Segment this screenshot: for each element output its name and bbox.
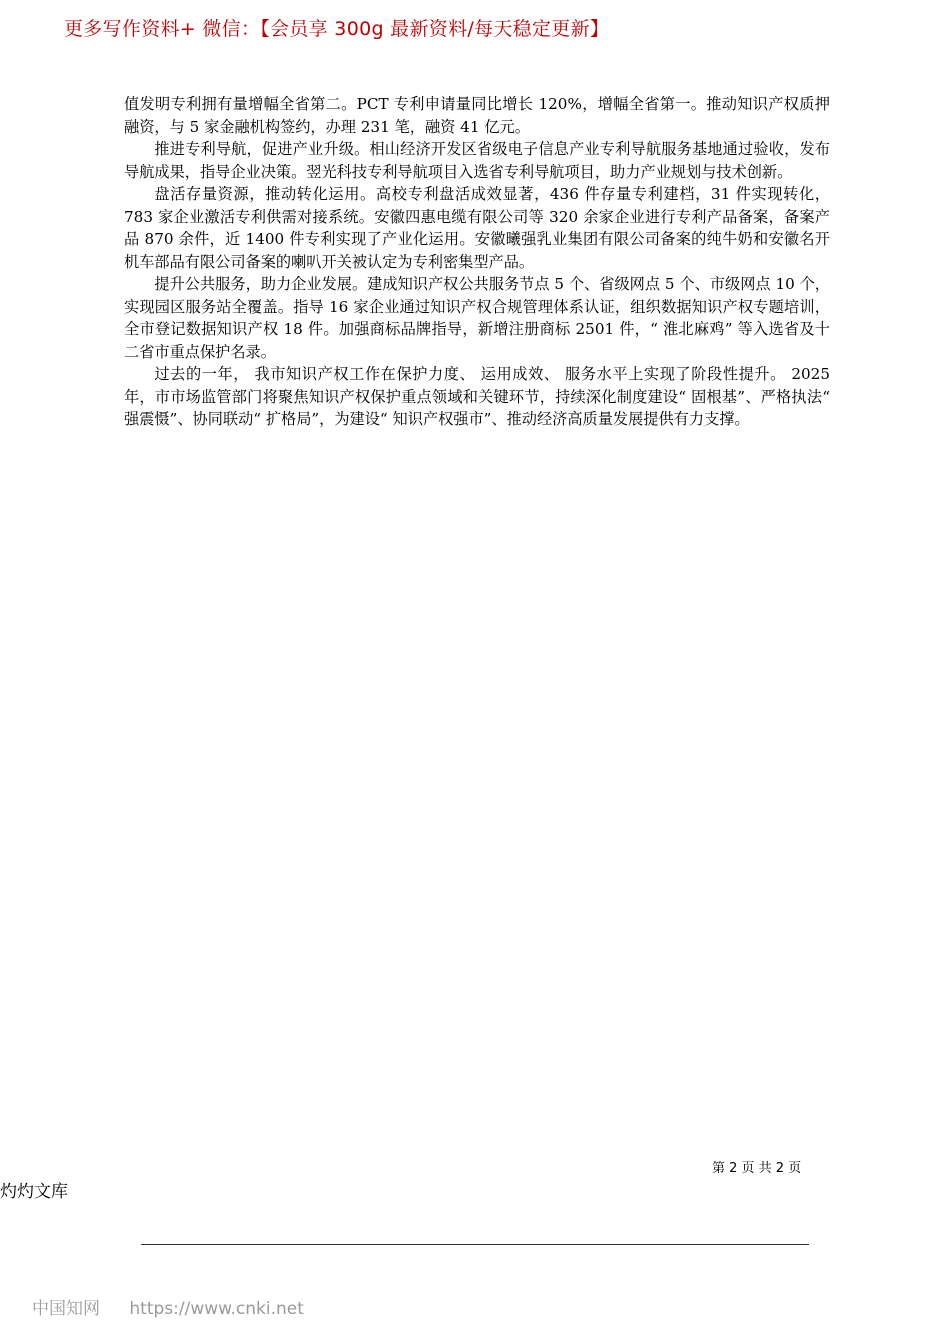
promo-banner: 更多写作资料+ 微信：【会员享 300g 最新资料/每天稳定更新】 — [64, 18, 610, 40]
page-number: 第 2 页 共 2 页 — [712, 1161, 802, 1176]
footer-divider — [141, 1244, 809, 1245]
paragraph-patent-navigation: 推进专利导航，促进产业升级。相山经济开发区省级电子信息产业专利导航服务基地通过验收，发布导航成果，指导企业决策。翌光科技专利导航项目入选省专利导航项目，助力产业规划与技术创新。 — [124, 140, 830, 181]
document-body — [124, 93, 830, 431]
library-name: 灼灼文库 — [0, 1182, 68, 1202]
watermark-url: https://www.cnki.net — [129, 1299, 304, 1319]
paragraph-public-service: 提升公共服务，助力企业发展。建成知识产权公共服务节点 5 个、省级网点 5 个、市级网点 10 个，实现园区服务站全覆盖。指导 16 家企业通过知识产权合规管理体系认证，组织数据知识产权专题培训，全市登记数据知识产权 18 件。加强商标品牌指导，新增注册商标 2501 件，“ 淮北麻鸡” 等入选省及十二省市重点保护名录。 — [124, 275, 830, 361]
paragraph-asset-revitalization: 盘活存量资源，推动转化运用。高校专利盘活成效显著，436 件存量专利建档，31 件实现转化，783 家企业激活专利供需对接系统。安徽四惠电缆有限公司等 320 余家企业进行专利产品备案，备案产品 870 余件，近 1400 件专利实现了产业化运用。安徽曦强乳业集团有限公司备案的纯牛奶和安徽名开机车部品有限公司备案的喇叭开关被认定为专利密集型产品。 — [124, 185, 830, 271]
paragraph-continuation: 值发明专利拥有量增幅全省第二。PCT 专利申请量同比增长 120%，增幅全省第一。推动知识产权质押融资，与 5 家金融机构签约，办理 231 笔，融资 41 亿元。 — [124, 95, 830, 136]
paragraph-summary: 过去的一年， 我市知识产权工作在保护力度、 运用成效、 服务水平上实现了阶段性提升。 2025 年，市市场监管部门将聚焦知识产权保护重点领域和关键环节，持续深化制度建设“ 固根基”、严格执法“ 强震慑”、协同联动“ 扩格局”，为建设“ 知识产权强市”、推动经济高质量发展提供有力支撑。 — [124, 365, 830, 428]
watermark-name: 中国知网 — [32, 1299, 100, 1319]
watermark — [32, 1294, 304, 1319]
